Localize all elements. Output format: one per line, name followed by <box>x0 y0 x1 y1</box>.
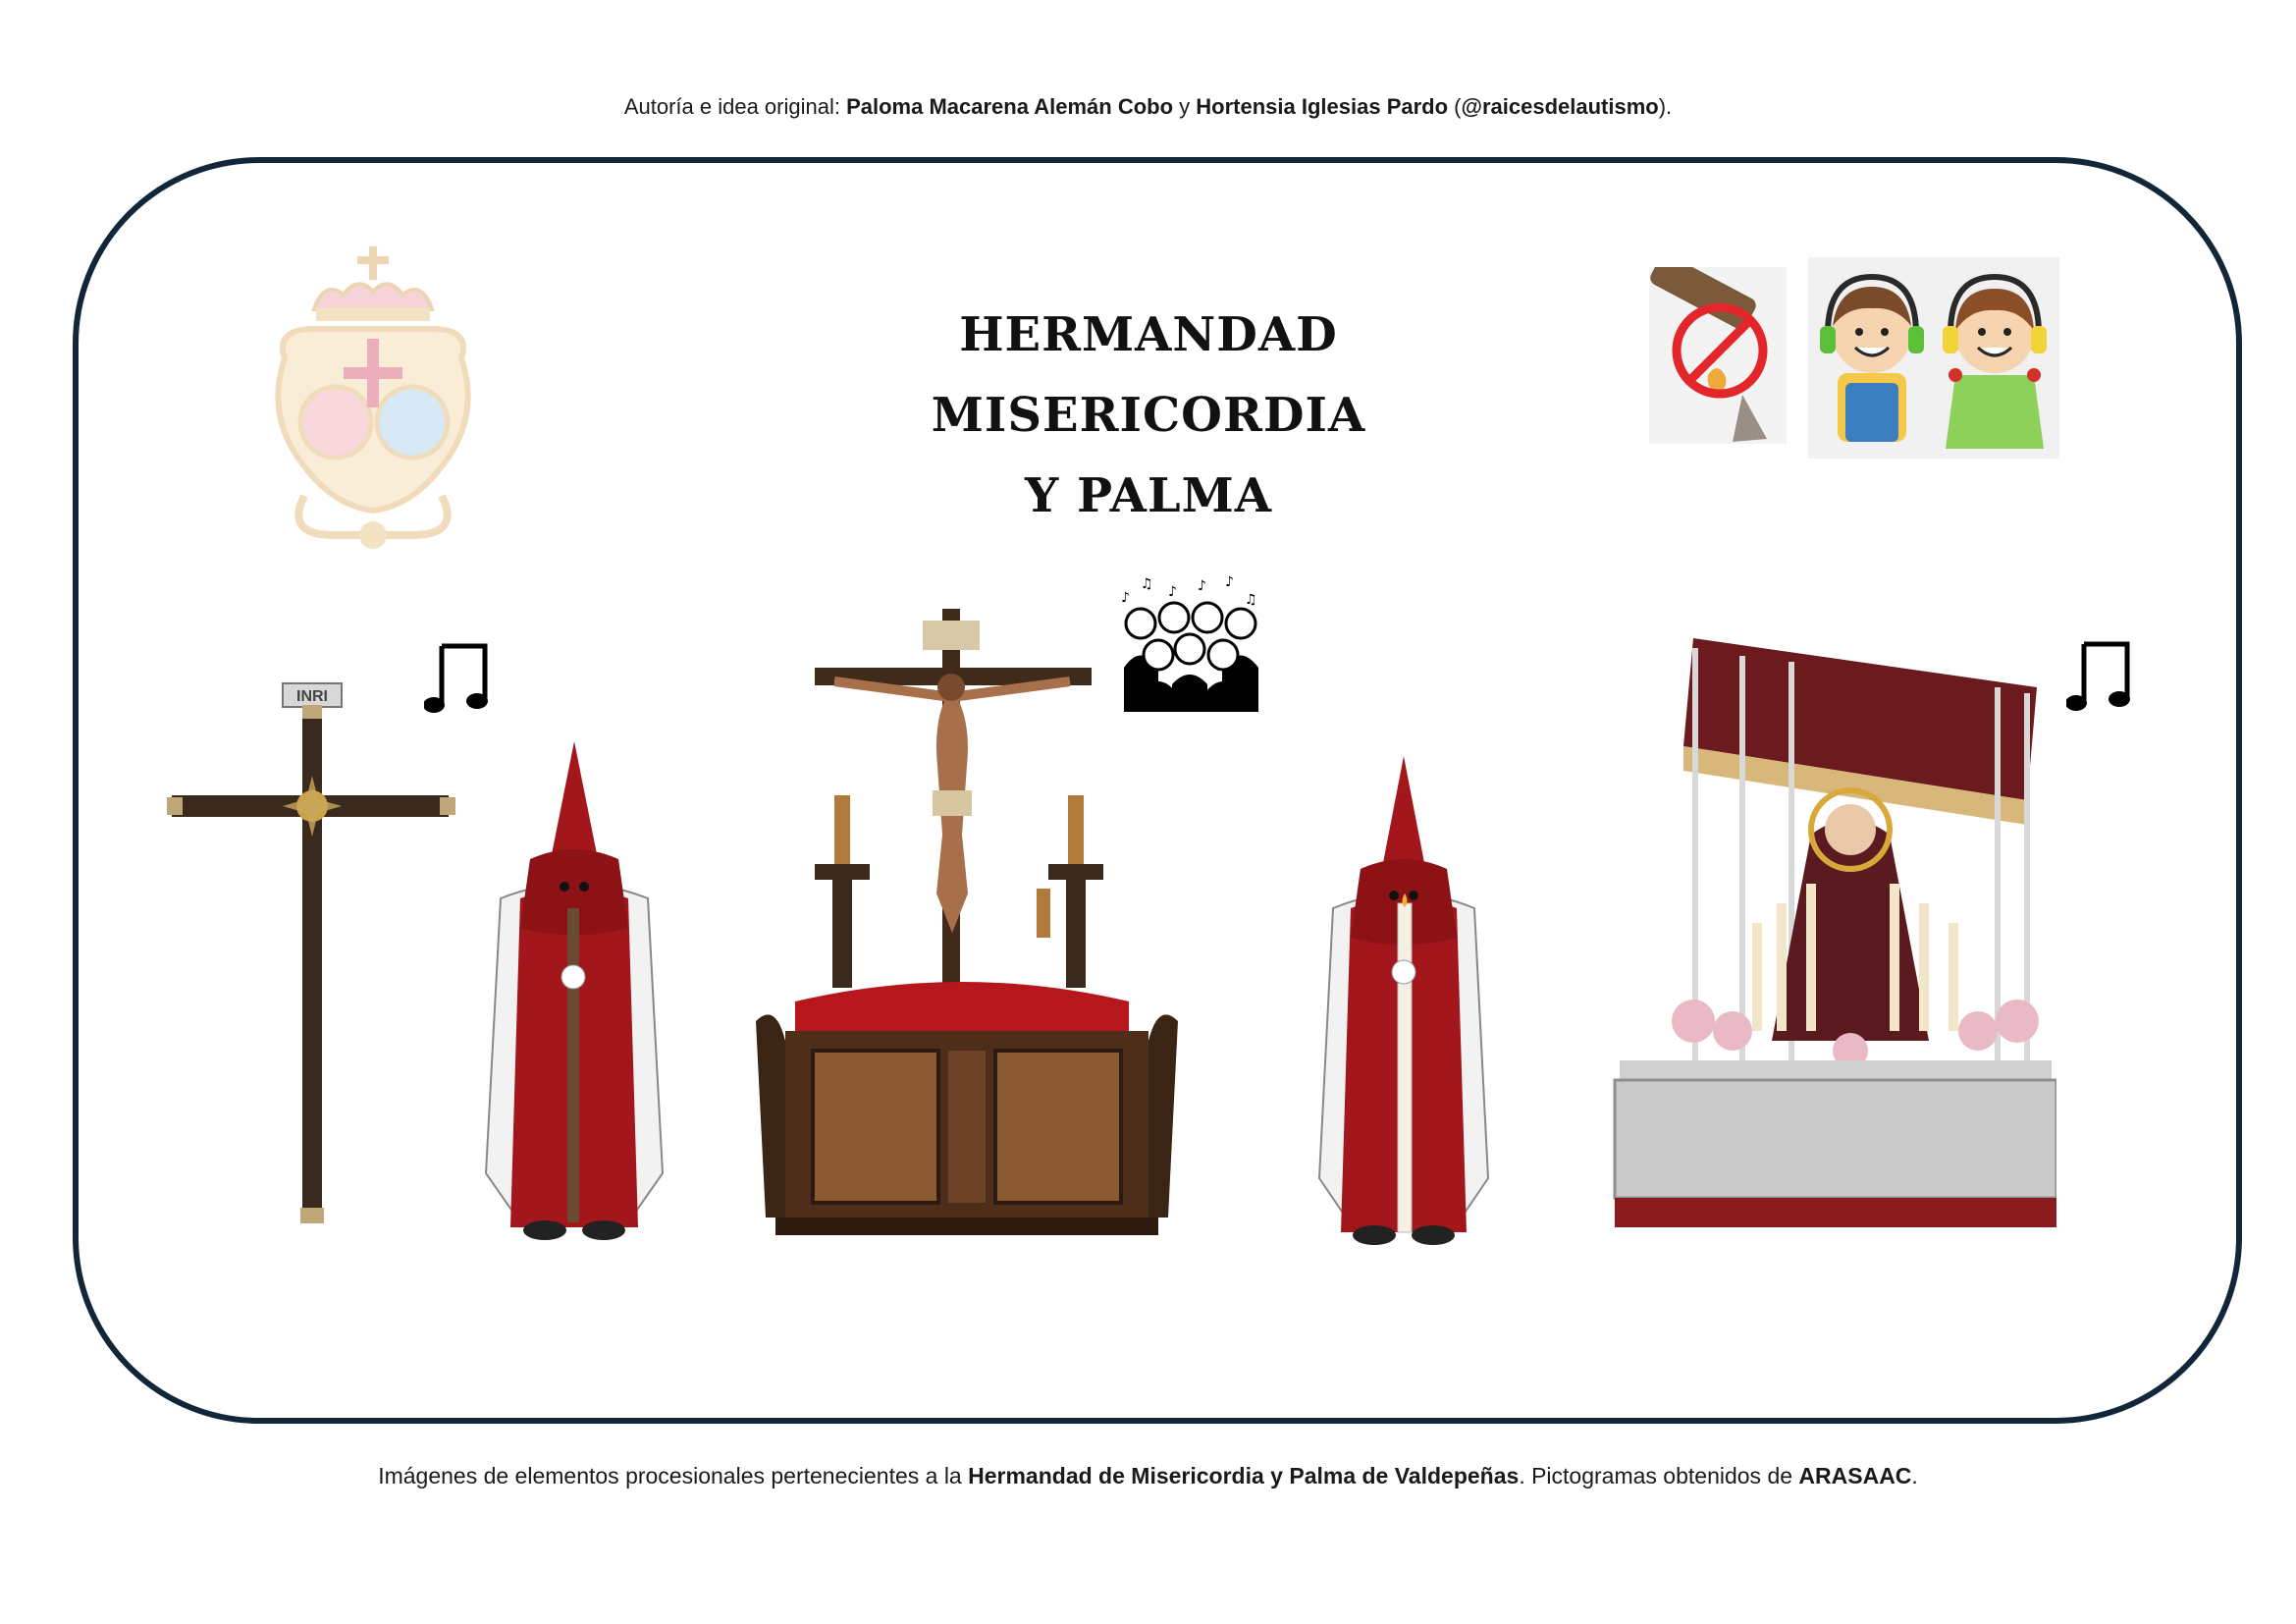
svg-text:♪: ♪ <box>1121 590 1130 606</box>
no-candle-wax-icon <box>1649 267 1787 444</box>
author-name-1: Paloma Macarena Alemán Cobo <box>846 94 1174 119</box>
page-title <box>746 295 1551 536</box>
svg-text:♪: ♪ <box>1225 574 1234 590</box>
children-with-headphones-icon <box>1808 257 2059 459</box>
nazareno-with-candle-icon <box>1315 756 1492 1247</box>
guide-cross-icon <box>157 677 461 1237</box>
svg-text:♫: ♫ <box>1141 576 1153 592</box>
pictogram-source: ARASAAC <box>1798 1463 1912 1489</box>
brotherhood-name: Hermandad de Misericordia y Palma de Valdepeñas <box>968 1463 1520 1489</box>
svg-text:♪: ♪ <box>1168 584 1177 600</box>
crucified-christ-float-icon <box>756 609 1178 1237</box>
svg-text:♪: ♪ <box>1198 578 1206 594</box>
author-credit: Autoría e idea original: Paloma Macarena Alemán Cobo y Hortensia Iglesias Pardo (@raicesdelautismo). <box>623 94 1673 119</box>
inri-plaque: INRI <box>296 688 328 705</box>
music-notes-icon <box>2066 638 2137 715</box>
svg-text:♫: ♫ <box>1245 592 1257 608</box>
virgin-under-canopy-float-icon <box>1605 628 2056 1247</box>
title-line-1: HERMANDAD MISERICORDIA <box>931 307 1366 443</box>
brotherhood-crest-icon <box>245 241 501 555</box>
author-handle: @raicesdelautismo <box>1461 94 1659 119</box>
image-source-credit: Imágenes de elementos procesionales pertenecientes a la Hermandad de Misericordia y Palma de Valdepeñas. Pictogramas obtenidos de ARASAAC. <box>378 1463 1918 1489</box>
author-name-2: Hortensia Iglesias Pardo <box>1196 94 1449 119</box>
nazareno-with-staff-icon <box>481 741 667 1242</box>
title-line-2: Y PALMA <box>1025 468 1272 523</box>
